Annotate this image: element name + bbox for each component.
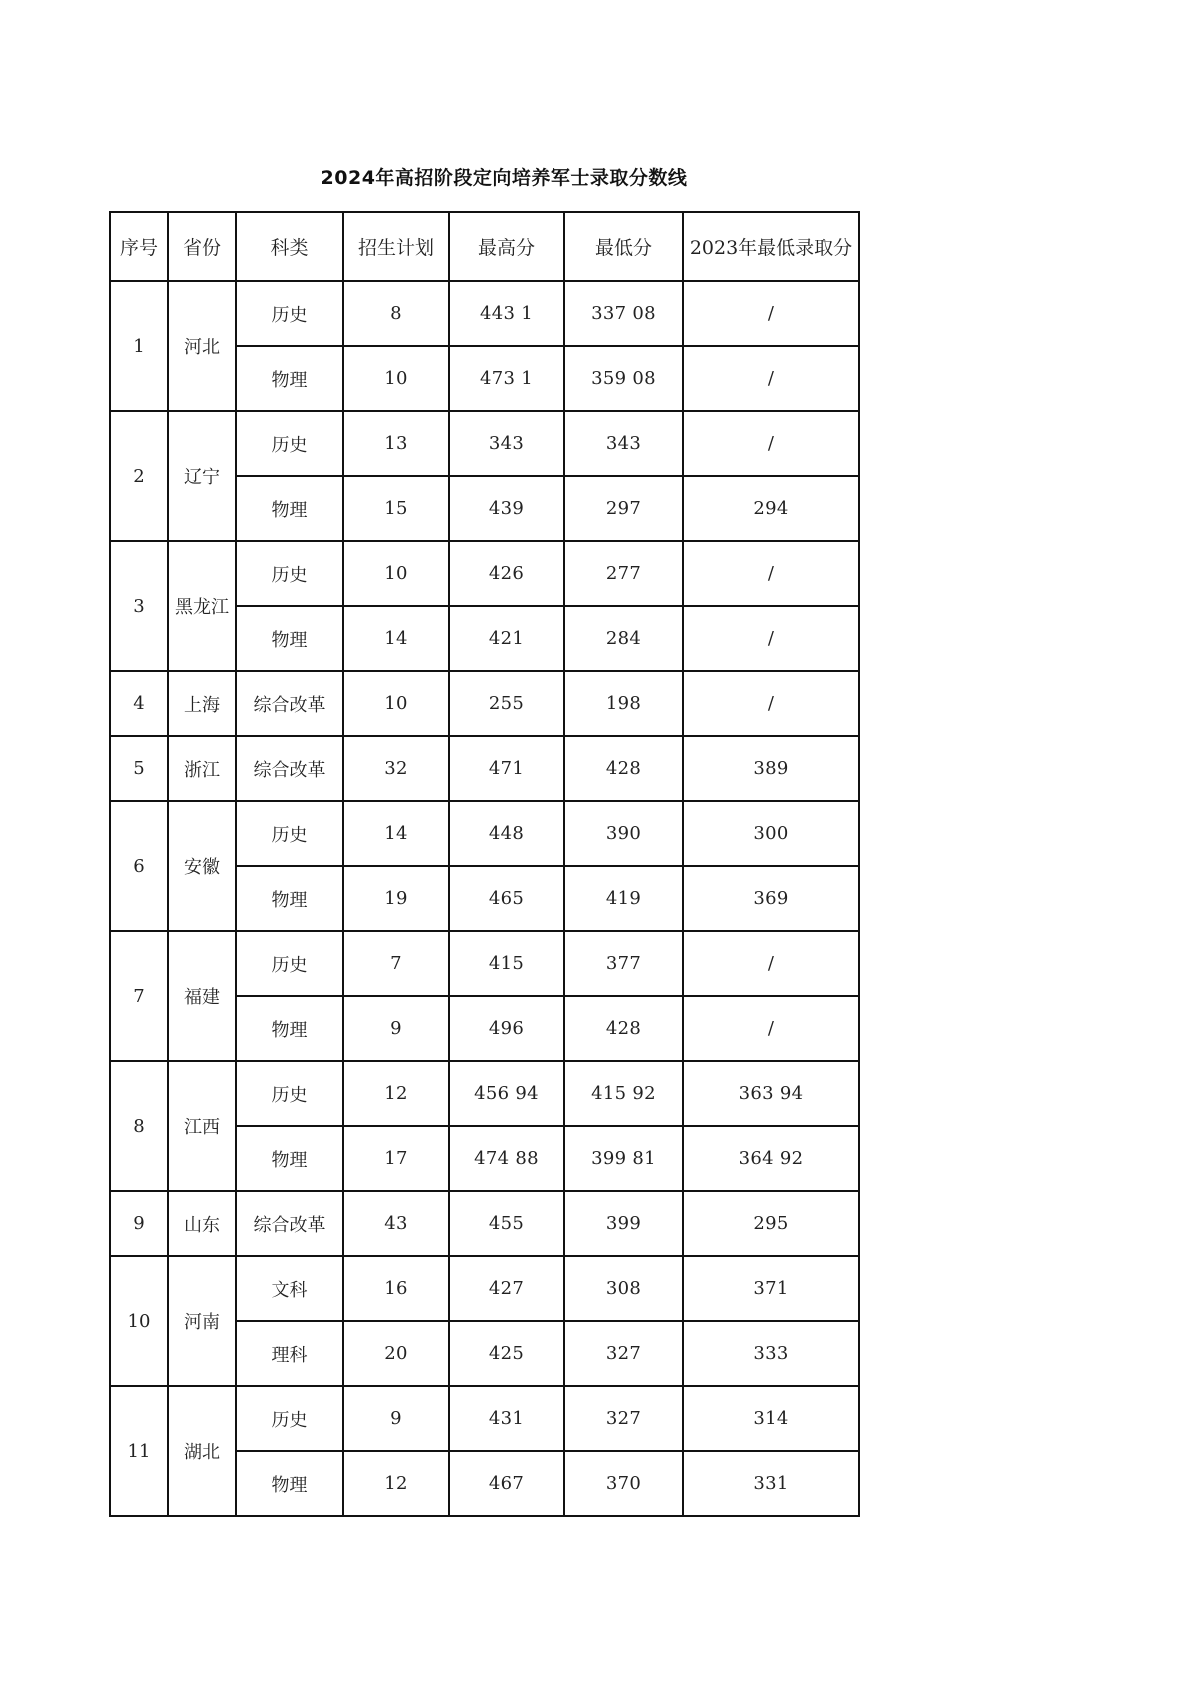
cell-max-score: 343 (449, 411, 564, 476)
cell-seq: 6 (110, 801, 168, 931)
cell-max-score: 255 (449, 671, 564, 736)
cell-category: 文科 (236, 1256, 343, 1321)
cell-seq: 3 (110, 541, 168, 671)
cell-prev-min-score: 314 (683, 1386, 859, 1451)
cell-seq: 10 (110, 1256, 168, 1386)
cell-max-score: 415 (449, 931, 564, 996)
cell-min-score: 428 (564, 996, 683, 1061)
cell-category: 历史 (236, 281, 343, 346)
cell-category: 历史 (236, 1386, 343, 1451)
cell-max-score: 455 (449, 1191, 564, 1256)
cell-category: 物理 (236, 996, 343, 1061)
cell-prev-min-score: / (683, 671, 859, 736)
cell-min-score: 308 (564, 1256, 683, 1321)
cell-plan: 12 (343, 1061, 449, 1126)
cell-prev-min-score: 363 94 (683, 1061, 859, 1126)
cell-category: 物理 (236, 606, 343, 671)
cell-category: 综合改革 (236, 1191, 343, 1256)
cell-category: 物理 (236, 1126, 343, 1191)
cell-province: 河南 (168, 1256, 236, 1386)
cell-province: 河北 (168, 281, 236, 411)
cell-prev-min-score: / (683, 541, 859, 606)
cell-min-score: 415 92 (564, 1061, 683, 1126)
cell-prev-min-score: / (683, 931, 859, 996)
cell-category: 物理 (236, 1451, 343, 1516)
cell-plan: 7 (343, 931, 449, 996)
cell-plan: 10 (343, 671, 449, 736)
table-row (110, 736, 859, 801)
cell-prev-min-score: 369 (683, 866, 859, 931)
cell-plan: 8 (343, 281, 449, 346)
cell-min-score: 198 (564, 671, 683, 736)
cell-plan: 14 (343, 801, 449, 866)
table-row (110, 801, 859, 866)
cell-seq: 9 (110, 1191, 168, 1256)
cell-plan: 9 (343, 1386, 449, 1451)
cell-prev-min-score: 364 92 (683, 1126, 859, 1191)
table-row (110, 281, 859, 346)
cell-max-score: 474 88 (449, 1126, 564, 1191)
cell-seq: 11 (110, 1386, 168, 1516)
cell-plan: 43 (343, 1191, 449, 1256)
cell-plan: 13 (343, 411, 449, 476)
cell-category: 历史 (236, 931, 343, 996)
cell-plan: 32 (343, 736, 449, 801)
cell-category: 综合改革 (236, 736, 343, 801)
cell-min-score: 399 81 (564, 1126, 683, 1191)
cell-province: 黑龙江 (168, 541, 236, 671)
cell-province: 江西 (168, 1061, 236, 1191)
cell-plan: 9 (343, 996, 449, 1061)
cell-max-score: 467 (449, 1451, 564, 1516)
cell-min-score: 359 08 (564, 346, 683, 411)
cell-province: 福建 (168, 931, 236, 1061)
cell-max-score: 443 1 (449, 281, 564, 346)
cell-plan: 14 (343, 606, 449, 671)
cell-min-score: 297 (564, 476, 683, 541)
cell-min-score: 377 (564, 931, 683, 996)
cell-category: 物理 (236, 346, 343, 411)
cell-min-score: 284 (564, 606, 683, 671)
cell-prev-min-score: 300 (683, 801, 859, 866)
cell-plan: 20 (343, 1321, 449, 1386)
cell-province: 辽宁 (168, 411, 236, 541)
cell-max-score: 425 (449, 1321, 564, 1386)
cell-min-score: 370 (564, 1451, 683, 1516)
cell-province: 浙江 (168, 736, 236, 801)
header-prev-min-score: 2023年最低录取分 (683, 212, 859, 281)
header-plan: 招生计划 (343, 212, 449, 281)
cell-max-score: 473 1 (449, 346, 564, 411)
cell-category: 物理 (236, 476, 343, 541)
cell-prev-min-score: 294 (683, 476, 859, 541)
table-body (110, 281, 859, 1516)
header-row (110, 212, 859, 281)
cell-prev-min-score: / (683, 996, 859, 1061)
cell-province: 安徽 (168, 801, 236, 931)
header-province: 省份 (168, 212, 236, 281)
admission-score-table (109, 211, 860, 1517)
cell-prev-min-score: / (683, 346, 859, 411)
cell-max-score: 471 (449, 736, 564, 801)
table-row (110, 1256, 859, 1321)
cell-prev-min-score: / (683, 606, 859, 671)
cell-category: 物理 (236, 866, 343, 931)
header-min-score: 最低分 (564, 212, 683, 281)
cell-province: 山东 (168, 1191, 236, 1256)
cell-min-score: 277 (564, 541, 683, 606)
cell-prev-min-score: 333 (683, 1321, 859, 1386)
header-category: 科类 (236, 212, 343, 281)
cell-plan: 10 (343, 541, 449, 606)
cell-max-score: 456 94 (449, 1061, 564, 1126)
cell-category: 历史 (236, 411, 343, 476)
cell-prev-min-score: / (683, 281, 859, 346)
cell-min-score: 327 (564, 1321, 683, 1386)
cell-seq: 1 (110, 281, 168, 411)
cell-max-score: 421 (449, 606, 564, 671)
table-row (110, 1061, 859, 1126)
cell-max-score: 431 (449, 1386, 564, 1451)
cell-category: 理科 (236, 1321, 343, 1386)
cell-prev-min-score: / (683, 411, 859, 476)
table-row (110, 931, 859, 996)
cell-seq: 4 (110, 671, 168, 736)
cell-max-score: 448 (449, 801, 564, 866)
cell-category: 历史 (236, 801, 343, 866)
cell-max-score: 465 (449, 866, 564, 931)
header-seq: 序号 (110, 212, 168, 281)
cell-prev-min-score: 331 (683, 1451, 859, 1516)
cell-min-score: 327 (564, 1386, 683, 1451)
cell-seq: 8 (110, 1061, 168, 1191)
cell-max-score: 426 (449, 541, 564, 606)
cell-plan: 10 (343, 346, 449, 411)
table-row (110, 671, 859, 736)
cell-min-score: 337 08 (564, 281, 683, 346)
cell-max-score: 427 (449, 1256, 564, 1321)
cell-seq: 2 (110, 411, 168, 541)
cell-category: 综合改革 (236, 671, 343, 736)
cell-min-score: 390 (564, 801, 683, 866)
cell-prev-min-score: 389 (683, 736, 859, 801)
cell-seq: 7 (110, 931, 168, 1061)
table-header (110, 212, 859, 281)
cell-max-score: 439 (449, 476, 564, 541)
cell-plan: 15 (343, 476, 449, 541)
cell-prev-min-score: 295 (683, 1191, 859, 1256)
table-row (110, 541, 859, 606)
cell-plan: 17 (343, 1126, 449, 1191)
cell-plan: 12 (343, 1451, 449, 1516)
cell-plan: 19 (343, 866, 449, 931)
cell-max-score: 496 (449, 996, 564, 1061)
cell-min-score: 428 (564, 736, 683, 801)
table-row (110, 411, 859, 476)
cell-min-score: 419 (564, 866, 683, 931)
cell-category: 历史 (236, 1061, 343, 1126)
header-max-score: 最高分 (449, 212, 564, 281)
cell-plan: 16 (343, 1256, 449, 1321)
table-row (110, 1386, 859, 1451)
cell-province: 湖北 (168, 1386, 236, 1516)
cell-province: 上海 (168, 671, 236, 736)
cell-prev-min-score: 371 (683, 1256, 859, 1321)
cell-seq: 5 (110, 736, 168, 801)
cell-min-score: 343 (564, 411, 683, 476)
table-row (110, 1191, 859, 1256)
cell-min-score: 399 (564, 1191, 683, 1256)
document-title: 2024年高招阶段定向培养军士录取分数线 (320, 167, 688, 189)
cell-category: 历史 (236, 541, 343, 606)
